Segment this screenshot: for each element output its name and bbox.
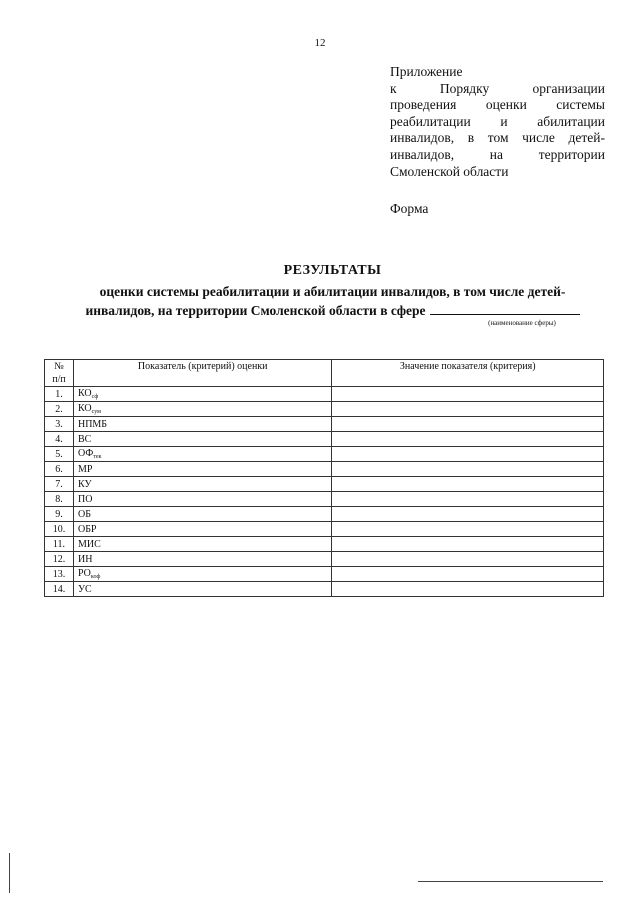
indicator-code: ВС [77, 433, 92, 445]
form-label: Форма [390, 201, 429, 216]
table-row [45, 582, 604, 597]
row-indicator [73, 402, 332, 417]
header-number-line2: п/п [52, 374, 66, 385]
table-row [45, 477, 604, 492]
appendix-line: Смоленской области [390, 163, 509, 179]
row-indicator [73, 462, 332, 477]
indicator-code: ОБ [77, 508, 91, 520]
indicator-subscript: коф [90, 574, 101, 580]
row-number: 12. [45, 552, 74, 567]
sphere-blank-field[interactable] [430, 301, 580, 315]
indicator-code: ОФ [77, 448, 94, 459]
table-row [45, 522, 604, 537]
row-value-cell[interactable] [332, 582, 604, 597]
table-row [45, 492, 604, 507]
appendix-line: инвалидов, в том числе детей- [390, 130, 605, 146]
indicator-subscript: сум [91, 409, 101, 415]
indicator-code: КО [77, 388, 92, 399]
table-row [45, 507, 604, 522]
row-number: 11. [45, 537, 74, 552]
row-number: 6. [45, 462, 74, 477]
document-title: РЕЗУЛЬТАТЫ [283, 263, 382, 278]
row-value-cell[interactable] [332, 432, 604, 447]
table-row [45, 387, 604, 402]
row-value-cell[interactable] [332, 537, 604, 552]
row-value-cell[interactable] [332, 447, 604, 462]
appendix-block [390, 64, 605, 180]
indicator-code: ОБР [77, 523, 97, 535]
bottom-rule [418, 881, 603, 882]
row-value-cell[interactable] [332, 462, 604, 477]
row-number: 10. [45, 522, 74, 537]
document-heading [60, 263, 605, 320]
table-row [45, 432, 604, 447]
header-value: Значение показателя (критерия) [332, 360, 604, 387]
row-number: 13. [45, 567, 74, 582]
indicator-code: РО [77, 568, 91, 579]
subtitle-line-2: инвалидов, на территории Смоленской области в сфере [85, 303, 426, 318]
row-value-cell[interactable] [332, 522, 604, 537]
row-number: 5. [45, 447, 74, 462]
header-indicator: Показатель (критерий) оценки [73, 360, 332, 387]
indicator-code: НПМБ [77, 418, 108, 430]
indicator-code: ИН [77, 553, 93, 565]
row-number: 4. [45, 432, 74, 447]
row-value-cell[interactable] [332, 492, 604, 507]
row-indicator [73, 552, 332, 567]
row-indicator [73, 582, 332, 597]
scan-margin-mark [9, 853, 10, 893]
indicator-code: УС [77, 583, 92, 595]
indicator-code: КУ [77, 478, 92, 490]
table-header-row [45, 360, 604, 387]
row-indicator [73, 477, 332, 492]
page-number: 12 [314, 37, 326, 49]
document-subtitle [60, 283, 605, 320]
row-indicator [73, 432, 332, 447]
row-indicator [73, 417, 332, 432]
row-indicator [73, 492, 332, 507]
row-value-cell[interactable] [332, 507, 604, 522]
row-indicator [73, 387, 332, 402]
indicator-code: МИС [77, 538, 101, 550]
row-number: 7. [45, 477, 74, 492]
row-indicator [73, 447, 332, 462]
indicator-code: МР [77, 463, 93, 475]
subtitle-line-1: оценки системы реабилитации и абилитации инвалидов, в том числе детей- [99, 284, 566, 299]
table-row [45, 447, 604, 462]
row-number: 8. [45, 492, 74, 507]
indicator-code: КО [77, 403, 92, 414]
row-value-cell[interactable] [332, 567, 604, 582]
appendix-line: Приложение [390, 64, 463, 79]
table-row [45, 462, 604, 477]
header-number [45, 360, 74, 387]
row-value-cell[interactable] [332, 402, 604, 417]
row-number: 2. [45, 402, 74, 417]
table-row [45, 402, 604, 417]
row-number: 14. [45, 582, 74, 597]
subtitle-line-2-wrap [60, 301, 605, 320]
sphere-caption: (наименование сферы) [488, 319, 556, 327]
appendix-line: к Порядку организации [390, 80, 605, 96]
appendix-line: инвалидов, на территории [390, 146, 605, 162]
row-indicator [73, 537, 332, 552]
header-number-line1: № [54, 361, 64, 372]
row-indicator [73, 567, 332, 582]
row-number: 3. [45, 417, 74, 432]
row-number: 1. [45, 387, 74, 402]
table-row [45, 552, 604, 567]
row-value-cell[interactable] [332, 387, 604, 402]
row-value-cell[interactable] [332, 552, 604, 567]
table-row [45, 567, 604, 582]
table-row [45, 417, 604, 432]
appendix-line: реабилитации и абилитации [390, 113, 605, 129]
row-value-cell[interactable] [332, 477, 604, 492]
row-indicator [73, 522, 332, 537]
table-row [45, 537, 604, 552]
results-table [44, 359, 604, 597]
indicator-code: ПО [77, 493, 93, 505]
indicator-subscript: тек [93, 454, 102, 460]
row-indicator [73, 507, 332, 522]
row-number: 9. [45, 507, 74, 522]
indicator-subscript: сф [91, 394, 99, 400]
row-value-cell[interactable] [332, 417, 604, 432]
appendix-line: проведения оценки системы [390, 97, 605, 113]
